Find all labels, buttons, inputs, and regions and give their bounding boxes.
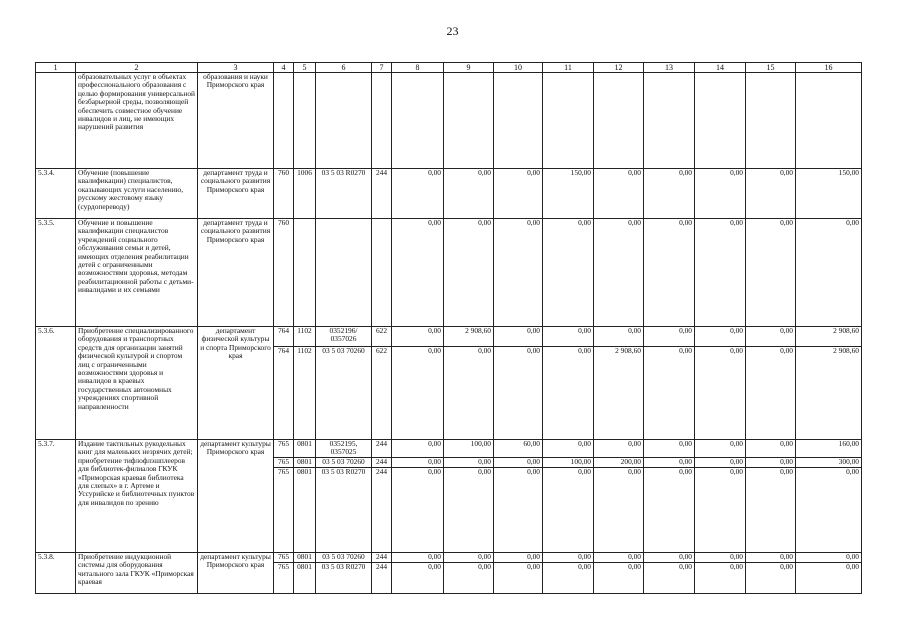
amount-cell: 0,00	[444, 169, 494, 219]
measure-name: образовательных услуг в объектах профессионального образования с целью формирования универсальной безбарьерной среды, позволяющей обеспечить совместное обучение инвалидов и лиц, не имеющих нарушений развития	[76, 73, 198, 169]
section-code: 0801	[294, 552, 316, 562]
amount-cell: 0,00	[695, 562, 746, 593]
amount-cell: 0,00	[796, 562, 862, 593]
target-article-code: 03 5 03 70260	[316, 347, 372, 440]
amount-cell: 0,00	[796, 467, 862, 552]
column-header: 11	[543, 63, 594, 73]
ministry-code: 764	[274, 347, 294, 440]
expense-type-code: 244	[372, 169, 392, 219]
amount-cell: 0,00	[746, 457, 796, 467]
executor: департамент труда и социального развития Приморского края	[198, 219, 274, 327]
amount-cell: 100,00	[543, 457, 594, 467]
amount-cell: 0,00	[494, 347, 543, 440]
target-article-code: 03 5 03 R0270	[316, 169, 372, 219]
expense-type-code: 244	[372, 440, 392, 458]
section-code: 0801	[294, 562, 316, 593]
amount-cell: 0,00	[494, 327, 543, 347]
section-code	[294, 219, 316, 327]
target-article-code: 03 5 03 R0270	[316, 467, 372, 552]
ministry-code: 765	[274, 440, 294, 458]
amount-cell: 0,00	[392, 467, 444, 552]
amount-cell: 0,00	[746, 169, 796, 219]
amount-cell	[644, 73, 695, 169]
executor: департамент культуры Приморского края	[198, 552, 274, 593]
column-header: 14	[695, 63, 746, 73]
amount-cell	[444, 73, 494, 169]
row-number	[36, 73, 76, 169]
column-header: 16	[796, 63, 862, 73]
executor: департамент культуры Приморского края	[198, 440, 274, 553]
amount-cell	[494, 73, 543, 169]
row-number: 5.3.4.	[36, 169, 76, 219]
amount-cell: 0,00	[494, 552, 543, 562]
column-header: 12	[594, 63, 644, 73]
amount-cell	[695, 73, 746, 169]
ministry-code: 760	[274, 169, 294, 219]
table-row	[36, 73, 862, 169]
amount-cell: 2 908,60	[796, 347, 862, 440]
amount-cell: 150,00	[543, 169, 594, 219]
measure-name: Приобретение специализированного оборудования и транспортных средств для организации занятий физической культурой и спортом лиц с ограниченными возможностями здоровья и инвалидов в краевых государственных автономных учреждениях спортивной направленности	[76, 327, 198, 440]
amount-cell: 0,00	[444, 467, 494, 552]
amount-cell: 0,00	[543, 347, 594, 440]
executor: департамент труда и социального развития Приморского края	[198, 169, 274, 219]
ministry-code: 765	[274, 552, 294, 562]
amount-cell: 0,00	[392, 169, 444, 219]
column-header: 3	[198, 63, 274, 73]
ministry-code: 765	[274, 457, 294, 467]
column-header: 5	[294, 63, 316, 73]
ministry-code	[274, 73, 294, 169]
target-article-code	[316, 73, 372, 169]
amount-cell: 0,00	[695, 467, 746, 552]
amount-cell: 0,00	[392, 440, 444, 458]
amount-cell	[746, 73, 796, 169]
target-article-code: 03 5 03 70260	[316, 457, 372, 467]
amount-cell	[392, 73, 444, 169]
section-code: 0801	[294, 440, 316, 458]
amount-cell: 100,00	[444, 440, 494, 458]
amount-cell: 0,00	[594, 562, 644, 593]
column-header: 10	[494, 63, 543, 73]
table-row	[36, 169, 862, 219]
expense-type-code: 244	[372, 467, 392, 552]
amount-cell: 0,00	[796, 219, 862, 327]
ministry-code: 765	[274, 562, 294, 593]
column-header: 8	[392, 63, 444, 73]
ministry-code: 765	[274, 467, 294, 552]
amount-cell: 0,00	[494, 169, 543, 219]
amount-cell: 0,00	[644, 457, 695, 467]
section-code: 0801	[294, 457, 316, 467]
header-row	[36, 63, 862, 73]
amount-cell: 160,00	[796, 440, 862, 458]
amount-cell: 0,00	[594, 169, 644, 219]
amount-cell: 0,00	[594, 219, 644, 327]
amount-cell: 0,00	[644, 440, 695, 458]
expense-type-code: 244	[372, 562, 392, 593]
amount-cell: 0,00	[644, 347, 695, 440]
amount-cell: 0,00	[494, 562, 543, 593]
amount-cell: 0,00	[644, 327, 695, 347]
amount-cell: 2 908,60	[594, 347, 644, 440]
target-article-code: 0352196/ 0357026	[316, 327, 372, 347]
target-article-code: 03 5 03 R0270	[316, 562, 372, 593]
measure-name: Обучение (повышение квалификации) специалистов, оказывающих услуги населению, русскому жестовому языку (сурдопереводу)	[76, 169, 198, 219]
column-header: 15	[746, 63, 796, 73]
table-row	[36, 219, 862, 327]
amount-cell: 0,00	[494, 467, 543, 552]
row-number: 5.3.8.	[36, 552, 76, 593]
row-number: 5.3.6.	[36, 327, 76, 440]
column-header: 1	[36, 63, 76, 73]
section-code: 0801	[294, 467, 316, 552]
amount-cell: 0,00	[644, 562, 695, 593]
amount-cell: 0,00	[543, 467, 594, 552]
expense-type-code: 622	[372, 327, 392, 347]
table-row	[36, 327, 862, 347]
section-code: 1102	[294, 327, 316, 347]
amount-cell: 0,00	[695, 440, 746, 458]
amount-cell: 0,00	[543, 219, 594, 327]
amount-cell: 0,00	[695, 219, 746, 327]
table-row	[36, 440, 862, 458]
amount-cell: 0,00	[594, 440, 644, 458]
budget-table	[35, 62, 862, 594]
expense-type-code: 622	[372, 347, 392, 440]
row-number: 5.3.5.	[36, 219, 76, 327]
amount-cell	[594, 73, 644, 169]
amount-cell: 0,00	[594, 467, 644, 552]
amount-cell: 60,00	[494, 440, 543, 458]
amount-cell: 0,00	[444, 219, 494, 327]
amount-cell: 0,00	[644, 552, 695, 562]
executor: образования и науки Приморского края	[198, 73, 274, 169]
amount-cell: 0,00	[543, 327, 594, 347]
ministry-code: 760	[274, 219, 294, 327]
amount-cell: 0,00	[494, 219, 543, 327]
amount-cell: 0,00	[644, 467, 695, 552]
amount-cell: 300,00	[796, 457, 862, 467]
amount-cell: 0,00	[695, 552, 746, 562]
expense-type-code: 244	[372, 552, 392, 562]
row-number: 5.3.7.	[36, 440, 76, 553]
amount-cell: 2 908,60	[796, 327, 862, 347]
amount-cell: 0,00	[392, 552, 444, 562]
amount-cell: 0,00	[746, 219, 796, 327]
section-code: 1102	[294, 347, 316, 440]
ministry-code: 764	[274, 327, 294, 347]
executor: департамент физической культуры и спорта Приморского края	[198, 327, 274, 440]
expense-type-code	[372, 73, 392, 169]
table-row	[36, 552, 862, 562]
amount-cell: 0,00	[444, 347, 494, 440]
amount-cell: 0,00	[392, 219, 444, 327]
target-article-code: 03 5 03 70260	[316, 552, 372, 562]
expense-type-code: 244	[372, 457, 392, 467]
amount-cell: 0,00	[695, 169, 746, 219]
amount-cell: 0,00	[543, 552, 594, 562]
amount-cell: 0,00	[392, 347, 444, 440]
amount-cell: 2 908,60	[444, 327, 494, 347]
amount-cell: 0,00	[444, 562, 494, 593]
column-header: 13	[644, 63, 695, 73]
expense-type-code	[372, 219, 392, 327]
amount-cell: 0,00	[594, 327, 644, 347]
amount-cell: 0,00	[644, 219, 695, 327]
amount-cell: 0,00	[695, 457, 746, 467]
column-header: 4	[274, 63, 294, 73]
amount-cell: 0,00	[494, 457, 543, 467]
section-code: 1006	[294, 169, 316, 219]
amount-cell	[796, 73, 862, 169]
amount-cell: 0,00	[444, 552, 494, 562]
column-header: 2	[76, 63, 198, 73]
amount-cell: 0,00	[796, 552, 862, 562]
measure-name: Приобретение индукционной системы для оборудования читального зала ГКУК «Приморская краевая	[76, 552, 198, 593]
amount-cell	[543, 73, 594, 169]
column-header: 6	[316, 63, 372, 73]
section-code	[294, 73, 316, 169]
measure-name: Издание тактильных рукодельных книг для маленьких незрячих детей; приобретение тифлофлэшплееров для библиотек-филиалов ГКУК «Приморская краевая библиотека для слепых» в г. Артеме и Уссурийске и библиотечных пунктов для инвалидов по зрению	[76, 440, 198, 553]
amount-cell: 0,00	[392, 327, 444, 347]
amount-cell: 0,00	[644, 169, 695, 219]
amount-cell: 0,00	[594, 552, 644, 562]
target-article-code	[316, 219, 372, 327]
amount-cell: 0,00	[543, 562, 594, 593]
amount-cell: 0,00	[695, 347, 746, 440]
page-number: 23	[446, 24, 459, 38]
column-header: 9	[444, 63, 494, 73]
amount-cell: 0,00	[746, 327, 796, 347]
amount-cell: 0,00	[746, 552, 796, 562]
amount-cell: 0,00	[746, 440, 796, 458]
amount-cell: 0,00	[695, 327, 746, 347]
amount-cell: 0,00	[392, 562, 444, 593]
amount-cell: 0,00	[746, 562, 796, 593]
target-article-code: 0352195, 0357025	[316, 440, 372, 458]
amount-cell: 0,00	[746, 347, 796, 440]
amount-cell: 150,00	[796, 169, 862, 219]
amount-cell: 0,00	[746, 467, 796, 552]
column-header: 7	[372, 63, 392, 73]
measure-name: Обучение и повышение квалификации специалистов учреждений социального обслуживания семьи и детей, имеющих отделения реабилитации детей с ограниченными возможностями здоровья, методам реабилитационной работы с детьми-инвалидами и их семьями	[76, 219, 198, 327]
amount-cell: 0,00	[444, 457, 494, 467]
amount-cell: 0,00	[543, 440, 594, 458]
amount-cell: 0,00	[392, 457, 444, 467]
amount-cell: 200,00	[594, 457, 644, 467]
